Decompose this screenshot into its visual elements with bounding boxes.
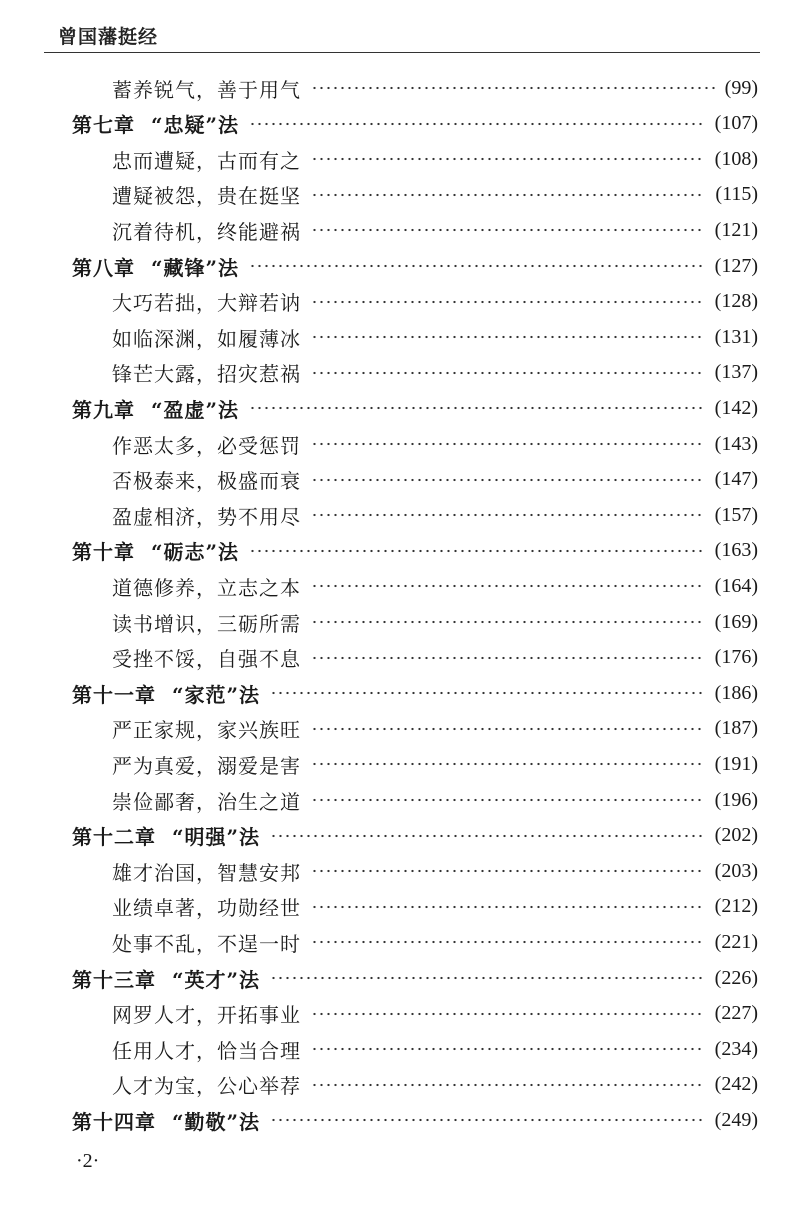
toc-page-number: (115): [715, 183, 758, 206]
dot-leader: [311, 1047, 705, 1051]
dot-leader: [249, 406, 705, 410]
toc-section-row[interactable]: [112, 177, 758, 213]
toc-section-row[interactable]: [112, 141, 758, 177]
toc-section-row[interactable]: [112, 924, 758, 960]
toc-entry-title: 网罗人才，开拓事业: [112, 1003, 301, 1028]
toc-page-number: (142): [714, 396, 758, 419]
dot-leader: [270, 691, 705, 695]
toc-chapter-number: 第十四章: [72, 1109, 156, 1134]
toc-chapter-title: “砺志”法: [151, 540, 240, 565]
toc-section-row[interactable]: [112, 711, 758, 747]
toc-chapter-number: 第七章: [72, 113, 135, 138]
toc-chapter-row[interactable]: [72, 675, 758, 711]
toc-entry-title: 沉着待机，终能避祸: [112, 219, 301, 244]
toc-chapter-row[interactable]: [72, 818, 758, 854]
toc-section-row[interactable]: [112, 853, 758, 889]
toc-chapter-number: 第八章: [72, 255, 135, 280]
toc-chapter-number: 第十章: [72, 540, 135, 565]
toc-entry-title: [72, 964, 260, 993]
toc-entry-title: [72, 1106, 260, 1135]
toc-page-number: (99): [724, 76, 758, 99]
dot-leader: [270, 834, 705, 838]
toc-section-row[interactable]: [112, 640, 758, 676]
toc-section-row[interactable]: [112, 568, 758, 604]
toc-entry-title: 蓄养锐气，善于用气: [112, 77, 301, 102]
toc-chapter-row[interactable]: [72, 1102, 758, 1138]
dot-leader: [311, 1083, 705, 1087]
toc-chapter-row[interactable]: [72, 533, 758, 569]
toc-entry-title: 业绩卓著，功勋经世: [112, 896, 301, 921]
toc-page-number: (164): [714, 574, 758, 597]
toc-entry-title: 任用人才，恰当合理: [112, 1038, 301, 1063]
toc-section-row[interactable]: [112, 497, 758, 533]
dot-leader: [311, 762, 705, 766]
toc-entry-title: 盈虚相济，势不用尽: [112, 504, 301, 529]
toc-page-number: (157): [714, 503, 758, 526]
dot-leader: [249, 264, 705, 268]
toc-entry-title: [72, 394, 239, 423]
toc-entry-title: [72, 536, 239, 565]
toc-section-row[interactable]: [112, 462, 758, 498]
toc-entry-title: [72, 679, 260, 708]
toc-page-number: (108): [714, 147, 758, 170]
toc-section-row[interactable]: [112, 782, 758, 818]
dot-leader: [311, 442, 705, 446]
toc-page-number: (202): [714, 824, 758, 847]
toc-section-row[interactable]: [112, 746, 758, 782]
dot-leader: [311, 727, 705, 731]
dot-leader: [311, 86, 715, 90]
dot-leader: [311, 300, 705, 304]
toc-section-row[interactable]: [112, 1067, 758, 1103]
toc-page-number: (176): [714, 646, 758, 669]
toc-section-row[interactable]: [112, 284, 758, 320]
toc-entry-title: [72, 252, 239, 281]
toc-page-number: (203): [714, 859, 758, 882]
toc-chapter-row[interactable]: [72, 960, 758, 996]
toc-entry-title: 道德修养，立志之本: [112, 575, 301, 600]
toc-page-number: (227): [714, 1002, 758, 1025]
toc-entry-title: 锋芒大露，招灾惹祸: [112, 362, 301, 387]
dot-leader: [311, 513, 705, 517]
dot-leader: [249, 549, 705, 553]
toc-entry-title: 作恶太多，必受惩罚: [112, 433, 301, 458]
toc-page-number: (169): [714, 610, 758, 633]
toc-chapter-row[interactable]: [72, 390, 758, 426]
toc-entry-title: 受挫不馁，自强不息: [112, 647, 301, 672]
toc-entry-title: 否极泰来，极盛而衰: [112, 469, 301, 494]
toc-chapter-title: “勤敬”法: [172, 1109, 261, 1134]
toc-section-row[interactable]: [112, 355, 758, 391]
toc-page-number: (191): [714, 752, 758, 775]
toc-page-number: (128): [714, 290, 758, 313]
dot-leader: [311, 157, 705, 161]
toc-chapter-number: 第十三章: [72, 967, 156, 992]
toc-page-number: (196): [714, 788, 758, 811]
running-header-title: 曾国藩挺经: [58, 26, 159, 48]
dot-leader: [311, 656, 705, 660]
toc-section-row[interactable]: [112, 426, 758, 462]
toc-entry-title: 处事不乱，不逞一时: [112, 931, 301, 956]
toc-entry-title: 人才为宝，公心举荐: [112, 1074, 301, 1099]
toc-entry-title: 忠而遭疑，古而有之: [112, 148, 301, 173]
dot-leader: [311, 940, 705, 944]
dot-leader: [311, 335, 705, 339]
toc-section-row[interactable]: [112, 319, 758, 355]
toc-page-number: (226): [714, 966, 758, 989]
dot-leader: [270, 1118, 705, 1122]
toc-page-number: (147): [714, 468, 758, 491]
toc-section-row[interactable]: [112, 1031, 758, 1067]
header-rule: [44, 52, 760, 53]
dot-leader: [249, 122, 705, 126]
toc-page-number: (131): [714, 325, 758, 348]
toc-page-number: (121): [714, 218, 758, 241]
toc-chapter-number: 第十二章: [72, 825, 156, 850]
toc-chapter-number: 第九章: [72, 397, 135, 422]
toc-section-row[interactable]: [112, 604, 758, 640]
toc-page-number: (187): [714, 717, 758, 740]
dot-leader: [311, 193, 705, 197]
toc-chapter-title: “盈虚”法: [151, 397, 240, 422]
dot-leader: [311, 371, 705, 375]
toc-entry-title: 崇俭鄙奢，治生之道: [112, 789, 301, 814]
toc-chapter-title: “明强”法: [172, 825, 261, 850]
toc-chapter-row[interactable]: [72, 106, 758, 142]
toc-page-number: (221): [714, 930, 758, 953]
toc-entry-title: 大巧若拙，大辩若讷: [112, 291, 301, 316]
toc-chapter-number: 第十一章: [72, 682, 156, 707]
toc-entry-title: 如临深渊，如履薄冰: [112, 326, 301, 351]
page-number: ·2·: [76, 1150, 100, 1172]
dot-leader: [311, 905, 705, 909]
toc-entry-title: 遭疑被怨，贵在挺坚: [112, 184, 301, 209]
toc-entry-title: 读书增识，三砺所需: [112, 611, 301, 636]
toc-page-number: (212): [714, 895, 758, 918]
toc-page-number: (249): [714, 1108, 758, 1131]
dot-leader: [311, 798, 705, 802]
dot-leader: [311, 620, 705, 624]
toc-entry-title: [72, 109, 239, 138]
toc-section-row[interactable]: [112, 70, 758, 106]
dot-leader: [270, 976, 705, 980]
toc-chapter-title: “家范”法: [172, 682, 261, 707]
toc-page-number: (163): [714, 539, 758, 562]
toc-chapter-title: “忠疑”法: [151, 113, 240, 138]
toc-entry-title: [72, 821, 260, 850]
toc-section-row[interactable]: [112, 212, 758, 248]
toc-page-number: (137): [714, 361, 758, 384]
toc-page-number: (242): [714, 1073, 758, 1096]
toc-page-number: (186): [714, 681, 758, 704]
toc-section-row[interactable]: [112, 889, 758, 925]
toc-chapter-title: “藏锋”法: [151, 255, 240, 280]
toc-page-number: (127): [714, 254, 758, 277]
toc-page-number: (107): [714, 112, 758, 135]
dot-leader: [311, 584, 705, 588]
toc-page-number: (234): [714, 1037, 758, 1060]
toc-section-row[interactable]: [112, 996, 758, 1032]
toc-chapter-title: “英才”法: [172, 967, 261, 992]
dot-leader: [311, 228, 705, 232]
toc-entry-title: 严为真爱，溺爱是害: [112, 753, 301, 778]
dot-leader: [311, 869, 705, 873]
toc-entry-title: 严正家规，家兴族旺: [112, 718, 301, 743]
toc-entry-title: 雄才治国，智慧安邦: [112, 860, 301, 885]
dot-leader: [311, 478, 705, 482]
toc-chapter-row[interactable]: [72, 248, 758, 284]
dot-leader: [311, 1012, 705, 1016]
toc-page-number: (143): [714, 432, 758, 455]
